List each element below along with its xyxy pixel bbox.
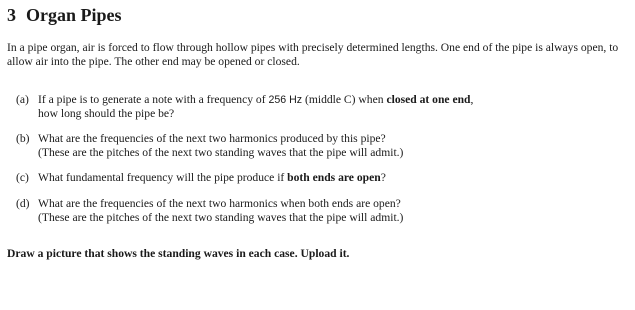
final-instruction: Draw a picture that shows the standing waves in each case. Upload it. (7, 247, 350, 260)
question-d (16, 197, 616, 225)
question-a (16, 93, 616, 121)
question-b-line-1: What are the frequencies of the next two harmonics produced by this pipe? (38, 132, 386, 145)
question-a-line-2: how long should the pipe be? (38, 107, 175, 120)
emphasis-both-ends-open: both ends are open (287, 171, 381, 184)
question-label: (c) (16, 171, 29, 184)
question-d-line-2: (These are the pitches of the next two standing waves that the pipe will admit.) (38, 211, 404, 224)
frequency-value: 256 Hz (268, 94, 303, 106)
section-heading (7, 4, 122, 26)
emphasis-closed-one-end: closed at one end (386, 93, 471, 106)
question-a-line-1: If a pipe is to generate a note with a frequency of 256 Hz (middle C) when closed at one end, (38, 93, 474, 106)
section-number: 3 (7, 5, 16, 25)
question-label: (b) (16, 132, 30, 145)
section-title: Organ Pipes (26, 5, 122, 25)
question-d-line-1: What are the frequencies of the next two harmonics when both ends are open? (38, 197, 401, 210)
question-b (16, 132, 616, 160)
question-label: (a) (16, 93, 29, 106)
question-c-line-1: What fundamental frequency will the pipe produce if both ends are open? (38, 171, 386, 184)
question-c (16, 171, 616, 185)
intro-paragraph: In a pipe organ, air is forced to flow through hollow pipes with precisely determined lengths. One end of the pipe is always open, to allow air into the pipe. The other end may be opened or closed. (7, 41, 619, 68)
question-label: (d) (16, 197, 30, 210)
question-b-line-2: (These are the pitches of the next two standing waves that the pipe will admit.) (38, 146, 404, 159)
